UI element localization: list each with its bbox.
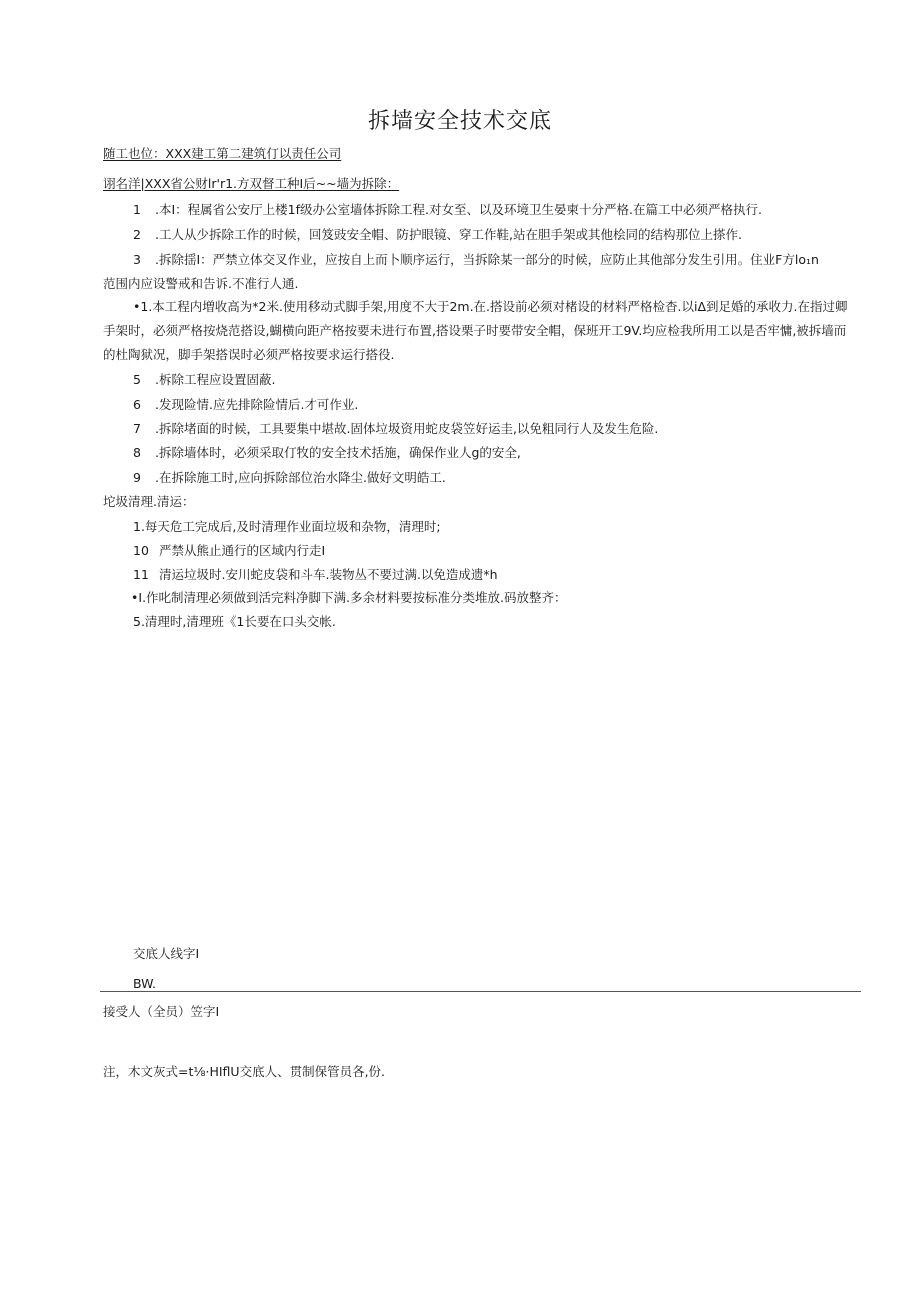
item-text: .在拆除施工时,应向拆除部位治水降尘.做好文明皓工. xyxy=(155,470,446,485)
list-item xyxy=(133,444,521,462)
item-number: 5 xyxy=(133,372,141,387)
item-number: 9 xyxy=(133,470,141,485)
item-number: 6 xyxy=(133,397,141,412)
item-number: 2 xyxy=(133,227,141,242)
item-text: .拆除揺I：严禁立体交叉作业，应按自上而卜顺序运行，当拆除某一部分的时候，应防止其他部分发生引用。住业F方lo₁n xyxy=(155,252,819,267)
item-text: .本I：程属省公安厅上楼1f级办公室墙体拆除工程.对女至、以及环境卫生晏柬十分严格.在篇工中必须严格执行. xyxy=(155,202,762,217)
item-text: 严禁从熊止通行的区域内行走I xyxy=(159,543,326,558)
signature-bw-label: BW. xyxy=(133,976,157,991)
item-text: 范围内应设警戒和告诉.不准行人通. xyxy=(103,276,299,291)
item-number: •1 xyxy=(133,299,149,314)
list-item xyxy=(133,469,446,487)
list-item xyxy=(133,201,762,219)
signature-receiver-label: 接受人（全员）笠字I xyxy=(103,1004,220,1019)
project-name-line: 诩名洋|XXX省公财lr'r1.方双督工种I后~~墙为拆除： xyxy=(103,176,400,191)
construction-unit-line: 随工也位：XXX建工第二建筑仃以责任公司 xyxy=(103,146,342,161)
item-text: .柝除工程应设置固蔽. xyxy=(155,372,276,387)
list-item-continuation xyxy=(103,275,298,293)
list-item xyxy=(133,420,658,438)
item-text: .发现险情.应先排除险情后.才可作业. xyxy=(155,397,359,412)
cleanup-heading: 坨圾清理.清运： xyxy=(103,494,195,509)
list-item xyxy=(133,251,819,269)
signature-giver-label: 交底人线字I xyxy=(133,946,200,961)
list-item xyxy=(103,295,855,367)
item-text: .作叱制清理必须做到活完料净脚下满.多余材料要按标准分类堆放.码放整齐： xyxy=(142,590,567,605)
list-item xyxy=(131,589,566,607)
item-text: .每天危工完成后,及时清理作业面垃圾和杂物，清理时; xyxy=(140,519,441,534)
item-text: .工人从少拆除工作的时候，回笈豉安全帽、防护眼镜、穿工作鞋,站在胆手架或其他桧同的结构那位上搽作. xyxy=(155,227,742,242)
item-text: .拆除墙体时，必须采取仃牧的安全技术括施，确保作业人g的安全, xyxy=(155,445,521,460)
divider-line xyxy=(100,991,861,992)
item-text: .本工程内増收高为*2米.使用移动式脚手架,用度不大于2m.在.搭设前必须对楮设的材料严格检杳.以iΔ到足婚的承收力.在指过卿手架时，必须严格按烧范搭设,蝴横向距产格按要未进行布置,搭设栗子时要带安全帽，保班开工9V.均应检我所用工以是否牢慵,被拆墙而的杜陶狱况，脚手架搭误时必须严格按要求运行搭役. xyxy=(103,299,848,362)
list-item xyxy=(133,396,358,414)
list-item xyxy=(133,566,498,584)
item-text: .清理时,清理班《1长要在口头交帐. xyxy=(140,614,336,629)
note-line: 注，木文灰式=t⅛·HIflU交底人、贯制保管员各,份. xyxy=(103,1064,386,1079)
item-number: 1 xyxy=(133,202,141,217)
item-number: 11 xyxy=(133,567,149,582)
item-number: •I xyxy=(131,590,143,605)
list-item xyxy=(133,542,325,560)
item-number: 1 xyxy=(133,519,141,534)
document-title: 拆墙安全技术交底 xyxy=(367,109,552,134)
item-number: 10 xyxy=(133,543,149,558)
item-number: 5 xyxy=(133,614,141,629)
list-item xyxy=(133,613,336,631)
item-number: 7 xyxy=(133,421,141,436)
list-item xyxy=(133,371,275,389)
list-item xyxy=(133,226,742,244)
item-text: .拆除堵面的时候，工具要集中堪故.固体垃圾资用蛇皮袋笠好运圭,以免粗同行人及发生危险. xyxy=(155,421,659,436)
item-number: 8 xyxy=(133,445,141,460)
item-text: 清运垃圾时.安川蛇皮袋和斗车.装物丛不要过满.以免造成遗*h xyxy=(159,567,498,582)
item-number: 3 xyxy=(133,252,141,267)
list-item xyxy=(133,518,441,536)
